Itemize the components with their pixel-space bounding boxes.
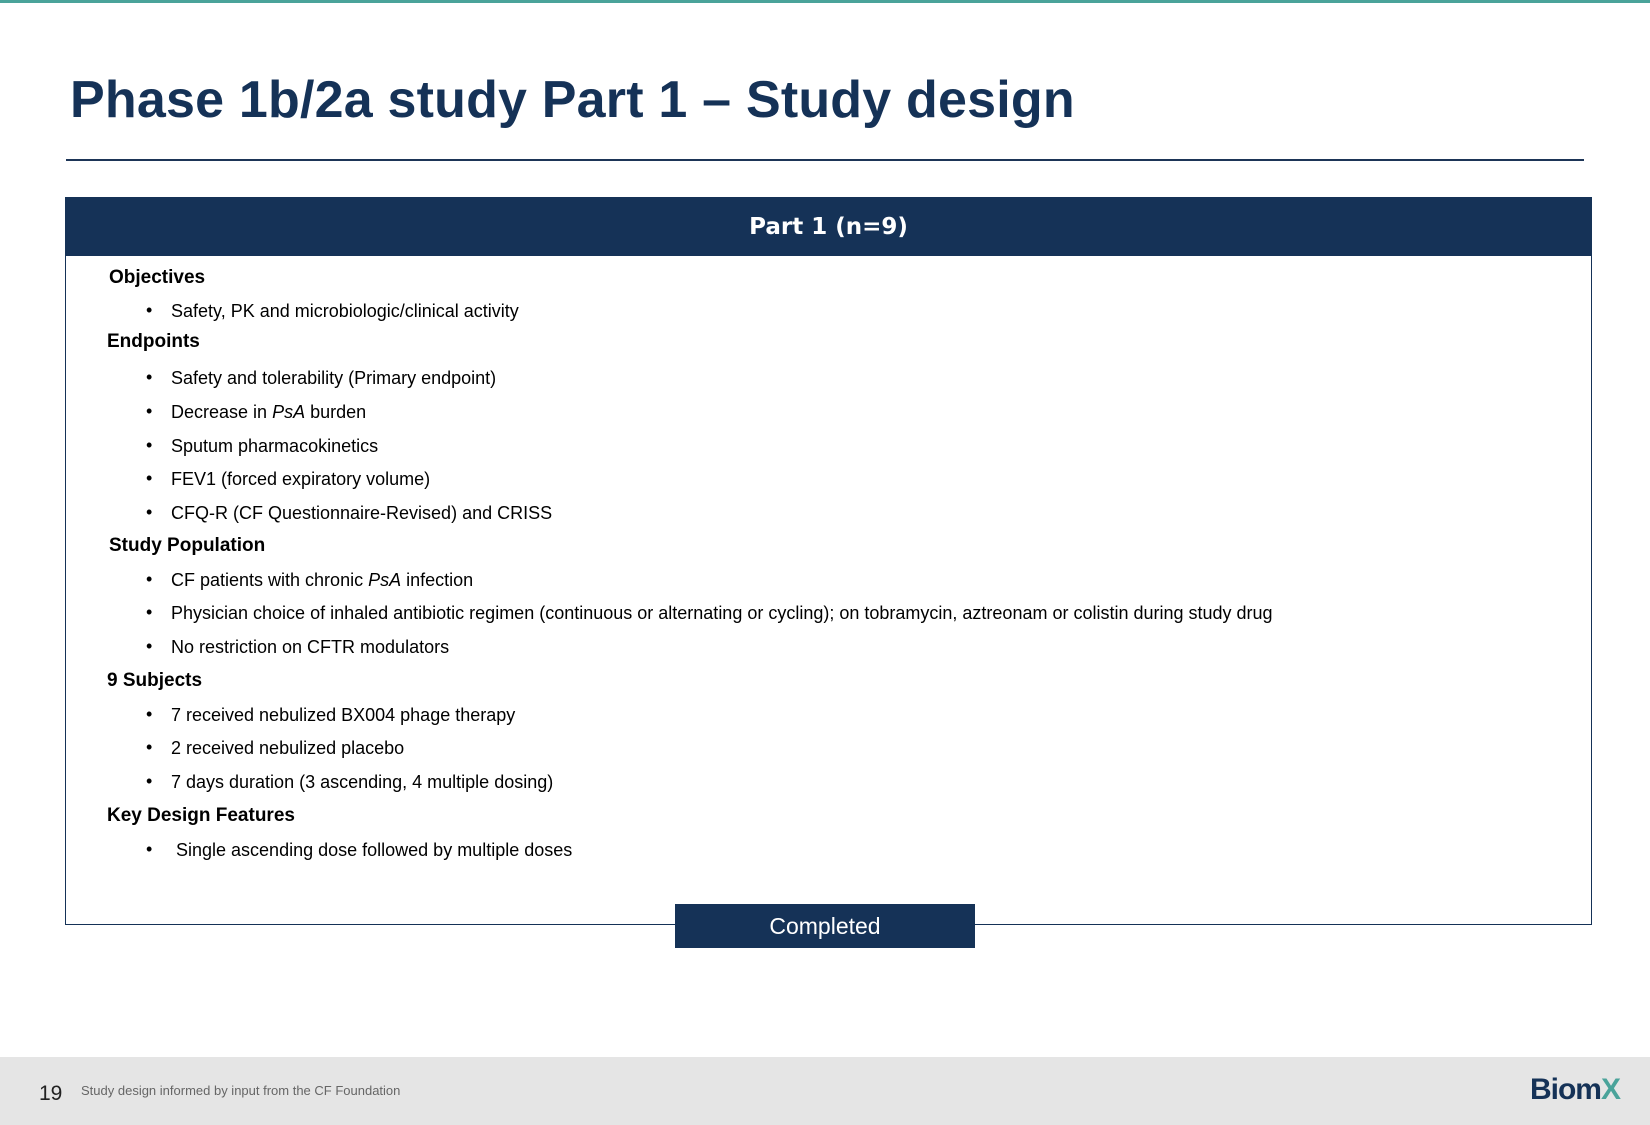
bullet-icon: •	[146, 435, 153, 455]
bullet-icon: •	[146, 602, 153, 622]
study-design-card: Part 1 (n=9) Objectives • Safety, PK and microbiologic/clinical activity Endpoints • Safety and tolerability (Primary endpoint) • Decrease in PsA burden • Sputum pharmacokinetics • FEV1 (forced expiratory volume) • CFQ-R (CF Questionnaire-Revised) and CRISS Study Population • CF patients with chronic PsA infection • Physician choice of inhaled antibiotic regimen (continuous or alternating or cycling); on tobramycin, aztreonam or colistin during study drug • No restriction on CFTR modulators 9 Subjects • 7 received nebulized BX004 phage therapy • 2 received nebulized placebo • 7 days duration (3 ascending, 4 multiple dosing) Key Design Features • Single ascending dose followed by multiple doses	[65, 197, 1592, 925]
status-badge-completed: Completed	[675, 904, 975, 948]
section-heading-objectives: Objectives	[109, 267, 206, 288]
title-divider	[66, 159, 1584, 161]
biomx-logo: BiomX	[1529, 1073, 1620, 1106]
bullet-icon: •	[146, 300, 153, 320]
bullet-icon: •	[146, 771, 153, 791]
bullet-icon: •	[146, 401, 153, 421]
bullet-icon: •	[146, 704, 153, 724]
bullet-icon: •	[146, 569, 153, 589]
slide-footer	[0, 1057, 1650, 1125]
section-heading-key-design-features: Key Design Features	[107, 805, 295, 826]
section-heading-endpoints: Endpoints	[107, 331, 200, 352]
bullet-icon: •	[146, 468, 153, 488]
slide-title: Phase 1b/2a study Part 1 – Study design	[70, 71, 1075, 129]
page-number: 19	[39, 1082, 63, 1105]
bullet-icon: •	[146, 502, 153, 522]
bullet-icon: •	[146, 839, 153, 859]
footnote: Study design informed by input from the CF Foundation	[81, 1083, 401, 1098]
card-header: Part 1 (n=9)	[66, 198, 1591, 256]
bullet-icon: •	[146, 367, 153, 387]
section-heading-study-population: Study Population	[109, 535, 266, 556]
bullet-icon: •	[146, 636, 153, 656]
top-accent-rule	[0, 0, 1650, 3]
section-heading-subjects: 9 Subjects	[107, 670, 203, 691]
bullet-icon: •	[146, 737, 153, 757]
